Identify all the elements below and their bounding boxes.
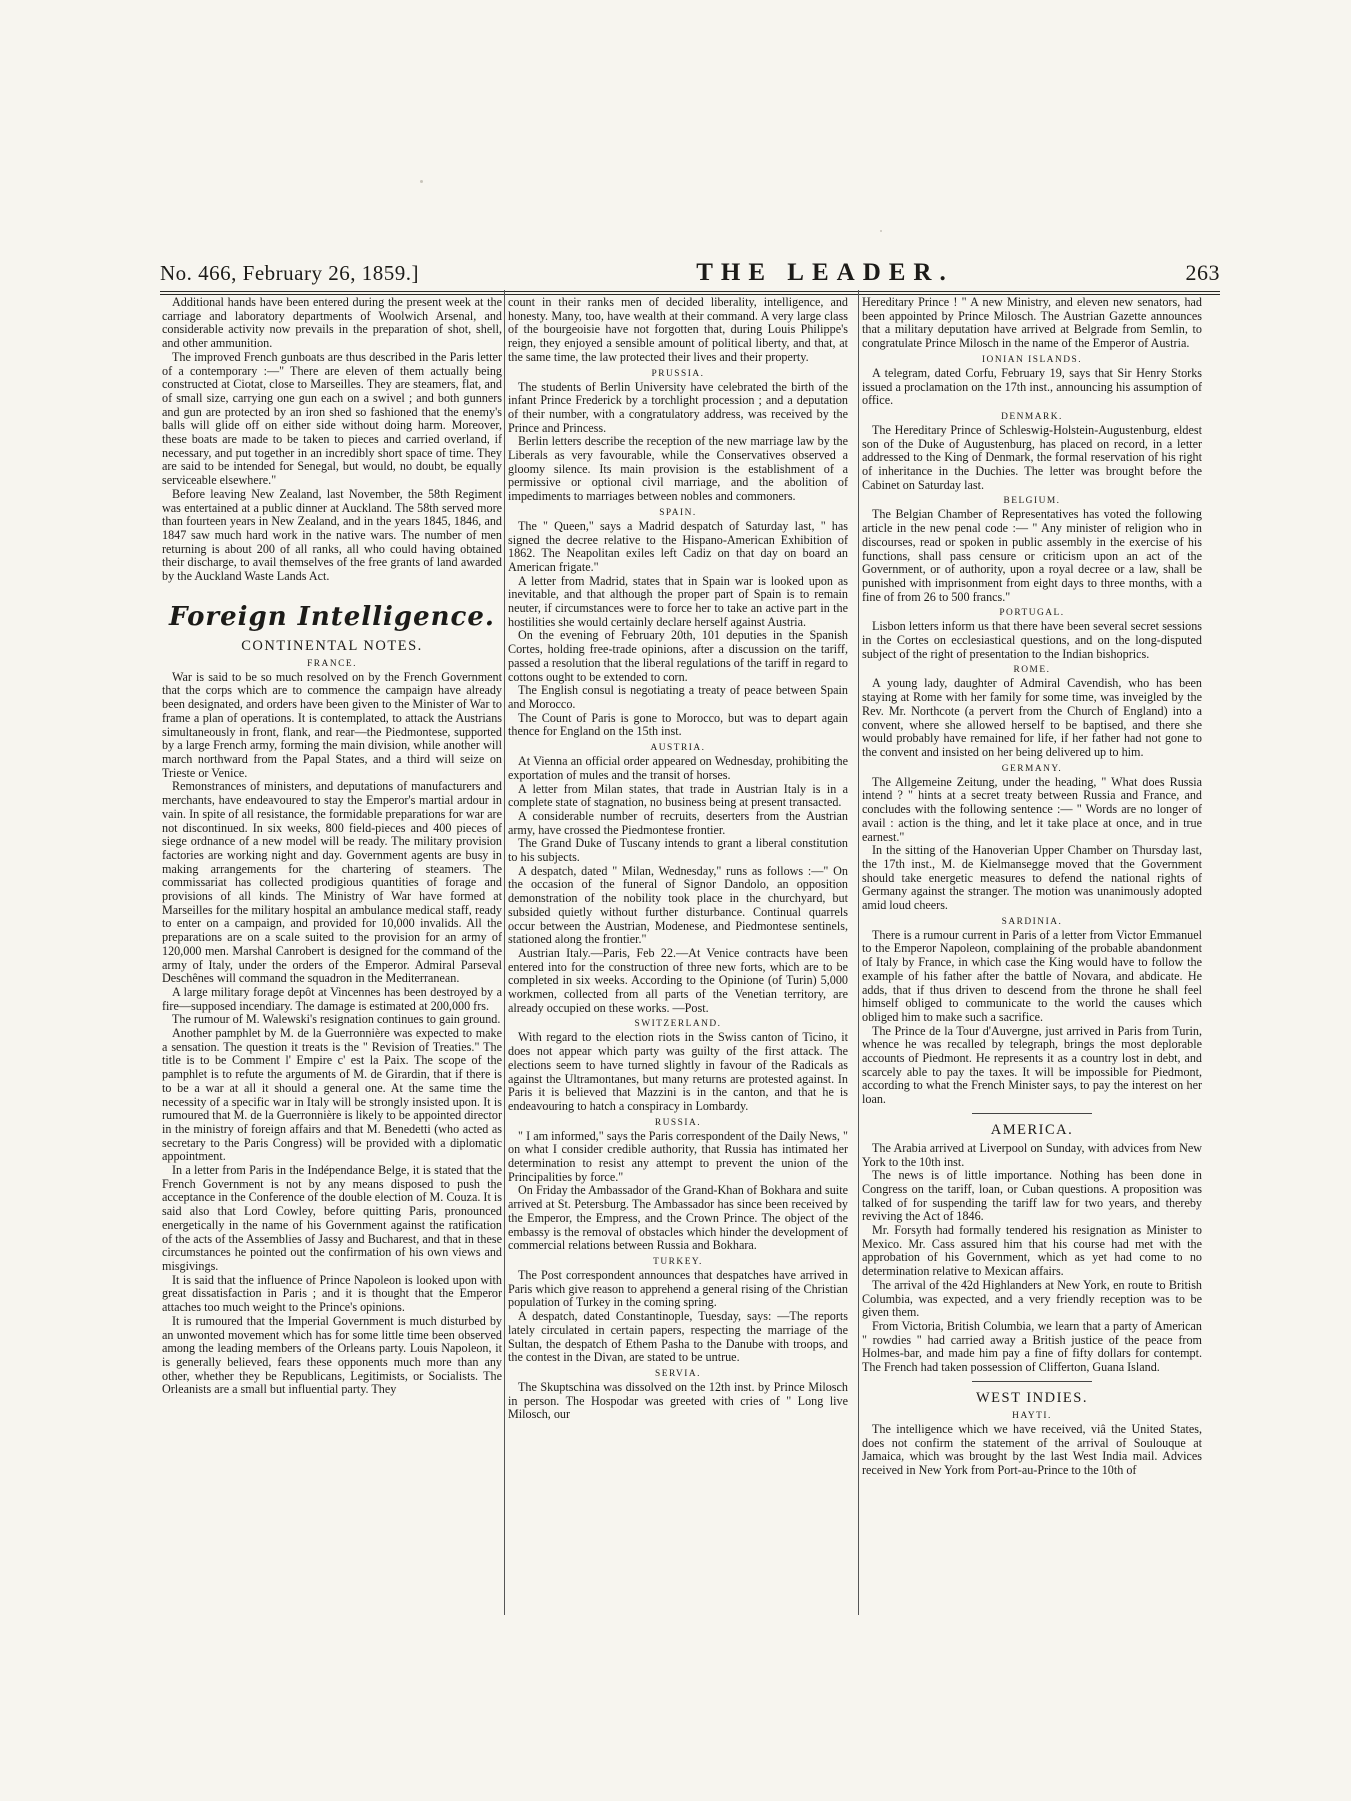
article-paragraph: It is rumoured that the Imperial Government is much disturbed by an unwonted movement which has for some little time been observed among the leading members of the Orleans party. Louis Napoleon, it is generally believed, fears these opponents much more than any other, whether they be Republicans, Legitimists, or Socialists. The Orleanists are a small but influential party. They	[162, 1313, 502, 1397]
masthead-title: THE LEADER.	[696, 259, 954, 286]
page-number: 263	[1185, 260, 1220, 285]
article-paragraph: The news is of little importance. Nothing has been done in Congress on the tariff, loan, or Cuban questions. A proposition was talked of for suspending the tariff law for two years, and thereby reviving the Act of 1846.	[862, 1168, 1202, 1224]
article-paragraph: The " Queen," says a Madrid despatch of Saturday last, " has signed the decree relative to the Hispano-American Exhibition of 1862. The Neapolitan exiles left Cadiz on that day on board an American frigate."	[508, 518, 848, 574]
article-paragraph: With regard to the election riots in the Swiss canton of Ticino, it does not appear which party was guilty of the first attack. The elections seem to have turned slightly in favour of the Radicals as against the Ultramontanes, but many returns are protested against. In Paris it is believed that Mazzini is in the canton, and that he is endeavouring to hatch a conspiracy in Lombardy.	[508, 1030, 848, 1113]
column-2	[508, 296, 848, 1616]
paper-speck	[420, 180, 423, 183]
article-paragraph: The improved French gunboats are thus described in the Paris letter of a contemporary :—" There are eleven of them actually being constructed at Ciotat, close to Marseilles. They are steamers, flat, and of small size, carrying one gun each on a swivel ; and both gunners and gun are protected by an iron shed so fashioned that the enemy's balls will glide off on either side without doing harm. Moreover, these boats are made to be taken to pieces and carried overland, if necessary, and put together in an incredibly short space of time. They are said to be intended for Senegal, but would, no doubt, be equally serviceable elsewhere."	[162, 349, 502, 488]
article-paragraph: War is said to be so much resolved on by the French Government that the corps which are to commence the campaign have already been designated, and orders have been given to the Minister of War to frame a plan of operations. It is contemplated, to attack the Austrians simultaneously in front, flank, and rear—the Piedmontese, supported by a large French army, forming the main division, while another will march northward from the Papal States, and a third will seize on Trieste or Venice.	[162, 669, 502, 780]
article-paragraph: The Arabia arrived at Liverpool on Sunday, with advices from New York to the 10th inst.	[862, 1140, 1202, 1169]
section-heading: CONTINENTAL NOTES.	[241, 637, 423, 654]
article-paragraph: The English consul is negotiating a treaty of peace between Spain and Morocco.	[508, 683, 848, 711]
country-heading: DENMARK.	[1001, 411, 1063, 422]
country-heading: GERMANY.	[1001, 763, 1063, 774]
article-paragraph: The Belgian Chamber of Representatives has voted the following article in the new penal code :— " Any minister of religion who in discourses, read or spoken in public assembly in the exercise of his functions, shall pass censure or criticism upon an act of the Government, or of authority, upon a royal decree or a law, shall be punished with imprisonment from eight days to three months, with a fine of from 26 to 500 francs."	[862, 507, 1202, 604]
header-rule-thin	[160, 294, 1220, 295]
column-1	[162, 296, 502, 1616]
article-paragraph: Mr. Forsyth had formally tendered his resignation as Minister to Mexico. Mr. Cass assured him that his course had met with the approbation of his Government, which as yet had come to no determination relative to Mexican affairs.	[862, 1223, 1202, 1279]
column-3	[862, 296, 1202, 1616]
country-heading: SPAIN.	[659, 507, 697, 518]
article-paragraph: The Prince de la Tour d'Auvergne, just arrived in Paris from Turin, whence he was recalled by telegraph, brings the most deplorable accounts of Piedmont. He represents it as a country lost in debt, and scarcely able to pay the taxes. It will be impossible for Piedmont, according to what the French Minister says, to pay the interest on her loan.	[862, 1023, 1202, 1107]
article-paragraph: On Friday the Ambassador of the Grand-Khan of Bokhara and suite arrived at St. Petersburg. The Ambassador has since been received by the Emperor, the Empress, and the Crown Prince. The object of the embassy is the removal of obstacles which hinder the development of commercial relations between Russia and Bokhara.	[508, 1183, 848, 1253]
article-paragraph: The rumour of M. Walewski's resignation continues to gain ground.	[172, 1012, 501, 1027]
country-heading: TURKEY.	[653, 1257, 703, 1267]
article-paragraph: The Post correspondent announces that despatches have arrived in Paris which give reason to apprehend a general rising of the Christian population of Turkey in the coming spring.	[508, 1268, 848, 1310]
article-paragraph: Lisbon letters inform us that there have been several secret sessions in the Cortes on ecclesiastical questions, and on the long-disputed subject of the right of presentation to the Indian bishoprics.	[862, 619, 1202, 661]
article-paragraph: A considerable number of recruits, deserters from the Austrian army, have crossed the Piedmontese frontier.	[508, 808, 848, 837]
header-rule	[160, 291, 1220, 292]
article-paragraph: A despatch, dated Constantinople, Tuesday, says: —The reports lately circulated in certain papers, respecting the marriage of the Sultan, the despatch of Ethem Pasha to the Danube with troops, and the contest in the Divan, are stated to be untrue.	[508, 1309, 848, 1365]
article-paragraph: The intelligence which we have received, viâ the United States, does not confirm the statement of the arrival of Soulouque at Jamaica, which was brought by the last West India mail. Advices received in New York from Port-au-Prince to the 10th of	[862, 1421, 1202, 1477]
article-paragraph: " I am informed," says the Paris correspondent of the Daily News, " on what I consider credible authority, that Russia has intimated her determination to resist any attempt to prevent the union of the Principalities by force."	[508, 1128, 848, 1184]
article-paragraph: Another pamphlet by M. de la Guerronnière was expected to make a sensation. The question it treats is the " Revision of Treaties." The title is to be Comment l' Empire c' est la Paix. The scope of the pamphlet is to refute the arguments of M. de Girardin, that if there is to be a war at all it should a general one. At the same time the necessity of a specific war in Italy will be strongly insisted upon. It is rumoured that M. de la Guerronnière is likely to be appointed director in the ministry of foreign affairs and that M. Benedetti (who acted as secretary to the Paris Congress) will be provided with a diplomatic appointment.	[162, 1026, 502, 1164]
column-divider	[504, 290, 505, 1615]
section-title-foreign-intelligence: Foreign Intelligence.	[169, 601, 495, 632]
column-divider	[858, 290, 859, 1615]
article-paragraph: The arrival of the 42d Highlanders at New York, en route to British Columbia, was expected, and a very friendly reception was to be given them.	[862, 1277, 1202, 1320]
page-header	[160, 259, 1220, 289]
issue-date: No. 466, February 26, 1859.]	[160, 261, 419, 285]
section-heading: AMERICA.	[990, 1121, 1074, 1138]
country-heading: PRUSSIA.	[651, 368, 705, 379]
article-paragraph: A despatch, dated " Milan, Wednesday," runs as follows :—" On the occasion of the funeral of Signor Dandolo, an opposition demonstration of the nobility took place in the churchyard, but subsided quietly without further disturbance. Continual quarrels occur between the Austrian, Modenese, and Piedmontese sentinels, stationed along the frontier."	[508, 863, 848, 947]
country-heading: SERVIA.	[655, 1368, 701, 1379]
paper-speck	[880, 230, 882, 232]
article-paragraph: A telegram, dated Corfu, February 19, says that Sir Henry Storks issued a proclamation on the 17th inst., announcing his assumption of office.	[862, 365, 1202, 408]
article-paragraph: A letter from Milan states, that trade in Austrian Italy is in a complete state of stagnation, no business being at present transacted.	[508, 781, 848, 810]
article-paragraph: In a letter from Paris in the Indépendance Belge, it is stated that the French Government is not by any means disposed to push the acceptance in the Conference of the double election of M. Couza. It is said also that Lord Cowley, before quitting Paris, pronounced energetically in the name of his Government against the ratification of the acts of the Assemblies of Jassy and Bucharest, and that in these circumstances he pointed out the confirmation of his own views and misgivings.	[162, 1163, 502, 1273]
article-paragraph: At Vienna an official order appeared on Wednesday, prohibiting the exportation of mules and the transit of horses.	[508, 754, 848, 782]
article-paragraph: From Victoria, British Columbia, we learn that a party of American " rowdies " had carried away a British justice of the peace from Holmes-bar, and made him pay a fine of fifty dollars for contempt. The French had taken possession of Clifferton, Guana Island.	[862, 1319, 1202, 1375]
article-paragraph: The Skuptschina was dissolved on the 12th inst. by Prince Milosch in person. The Hospodar was greeted with cries of " Long live Milosch, our	[508, 1379, 848, 1422]
article-paragraph: On the evening of February 20th, 101 deputies in the Spanish Cortes, holding free-trade opinions, after a discussion on the tariff, passed a resolution that the liberal regulations of the tariff in regard to cottons ought to be extended to corn.	[508, 628, 848, 684]
country-heading: PORTUGAL.	[999, 608, 1065, 619]
country-heading: AUSTRIA.	[650, 743, 706, 754]
country-heading: BELGIUM.	[1003, 496, 1061, 507]
article-paragraph: There is a rumour current in Paris of a letter from Victor Emmanuel to the Emperor Napoleon, complaining of the probable abandonment of Italy by France, in which case the King would have to follow the example of his father after the battle of Novara, and abdicate. He adds, that if thus driven to descend from the throne he shall feel himself obliged to communicate to the world the causes which obliged him to make such a sacrifice.	[862, 927, 1202, 1024]
article-paragraph: A large military forage depôt at Vincennes has been destroyed by a fire—supposed incendiary. The damage is estimated at 200,000 frs.	[162, 984, 502, 1013]
article-paragraph: The Hereditary Prince of Schleswig-Holstein-Augustenburg, eldest son of the Duke of Augustenburg, has placed on record, in a letter addressed to the King of Denmark, the formal reservation of his right of inheritance in the Duchies. The letter was brought before the Cabinet on Saturday last.	[862, 422, 1202, 492]
article-paragraph: The Count of Paris is gone to Morocco, but was to depart again thence for England on the 15th inst.	[508, 710, 848, 739]
article-paragraph: A young lady, daughter of Admiral Cavendish, who has been staying at Rome with her family for some time, was inveigled by the Rev. Mr. Northcote (a pervert from the Church of England) into a convent, where she allowed herself to be baptised, and there she would probably have remained for life, if her father had not gone to the convent and insisted on her being delivered up to him.	[862, 676, 1202, 759]
country-heading: IONIAN ISLANDS.	[981, 354, 1083, 365]
article-paragraph: Austrian Italy.—Paris, Feb 22.—At Venice contracts have been entered into for the construction of three new forts, which are to be completed in six weeks. According to the Opinione (of Turin) 5,000 workmen, collected from all parts of the Venetian territory, are already occupied on these works. —Post.	[508, 945, 848, 1015]
article-paragraph: It is said that the influence of Prince Napoleon is looked upon with great dissatisfaction in Paris ; and it is thought that the Emperor attaches too much weight to the Prince's opinions.	[162, 1272, 502, 1315]
article-paragraph: Remonstrances of ministers, and deputations of manufacturers and merchants, have endeavoured to stay the Emperor's martial ardour in vain. In spite of all resistance, the formidable preparations for war are not discontinued. In six weeks, 800 field-pieces and 400 pieces of siege ordnance of a new model will be ready. The military provision factories are working night and day. Government agents are busy in making arrangements for the chartering of steamers. The commissariat has collected prodigious quantities of forage and provisions of all kinds. The Ministry of War have formed at Marseilles for the military hospital an ambulance medical staff, ready to enter on a campaign, and provided for 10,000 invalids. All the preparations are on a scale suited to the provision for an army of 120,000 men. Marshal Canrobert is designed for the command of the army of Italy, under the orders of the Emperor. Admiral Parseval Deschênes will command the squadron in the Mediterranean.	[162, 779, 502, 986]
section-divider	[972, 1113, 1092, 1114]
article-paragraph: The students of Berlin University have celebrated the birth of the infant Prince Frederick by a torchlight procession ; and a deputation of their number, with a congratulatory address, was received by the Prince and Princess.	[508, 379, 848, 435]
country-heading: HAYTI.	[1012, 1410, 1052, 1421]
country-heading: SARDINIA.	[1001, 916, 1063, 927]
article-paragraph: Before leaving New Zealand, last November, the 58th Regiment was entertained at a public dinner at Auckland. The 58th served more than fourteen years in New Zealand, and in the years 1845, 1846, and 1847 saw much hard work in the native wars. The number of men returning is about 200 of all ranks, all who could having obtained their discharge, to avail themselves of the free grants of land awarded by the Auckland Waste Lands Act.	[162, 486, 502, 584]
article-paragraph: In the sitting of the Hanoverian Upper Chamber on Thursday last, the 17th inst., M. de Kielmansegge moved that the Government should take energetic measures to defend the national rights of Germany against the stranger. The motion was unanimously adopted amid loud cheers.	[862, 843, 1202, 913]
article-paragraph: The Grand Duke of Tuscany intends to grant a liberal constitution to his subjects.	[508, 836, 848, 865]
section-divider	[972, 1381, 1092, 1382]
country-heading: FRANCE.	[307, 658, 357, 669]
section-heading: WEST INDIES.	[976, 1389, 1088, 1406]
country-heading: RUSSIA.	[654, 1117, 702, 1128]
article-paragraph: count in their ranks men of decided liberality, intelligence, and honesty. Many, too, have wealth at their command. A very large class of the bourgeoisie have not forgotten that, during Louis Philippe's reign, they enjoyed a sensible amount of political liberty, and that, at the same time, the law protected their lives and their property.	[508, 296, 848, 364]
country-heading: SWITZERLAND.	[634, 1019, 722, 1030]
article-paragraph: Additional hands have been entered during the present week at the carriage and laboratory departments of Woolwich Arsenal, and considerable activity now prevails in the preparation of shot, shell, and other ammunition.	[162, 296, 502, 351]
country-heading: ROME.	[1013, 665, 1051, 676]
article-paragraph: Berlin letters describe the reception of the new marriage law by the Liberals as very favourable, while the Conservatives observed a gloomy silence. Its main provision is the establishment of a permissive or optional civil marriage, and the abolition of impediments to marriages between nobles and commoners.	[508, 434, 848, 504]
article-paragraph: Hereditary Prince ! " A new Ministry, and eleven new senators, had been appointed by Prince Milosch. The Austrian Gazette announces that a military deputation have arrived at Belgrade from Semlin, to congratulate Prince Milosch in the name of the Emperor of Austria.	[862, 296, 1202, 351]
article-paragraph: A letter from Madrid, states that in Spain war is looked upon as inevitable, and that although the proper part of Spain is to remain neuter, if circumstances were to force her to take an active part in the hostilities she would certainly declare herself against Austria.	[508, 573, 848, 629]
article-paragraph: The Allgemeine Zeitung, under the heading, " What does Russia intend ? " hints at a secret treaty between Russia and France, and concludes with the following sentence :— " Words are no longer of avail : action is the thing, and let it take place at once, and in true earnest."	[862, 774, 1202, 844]
